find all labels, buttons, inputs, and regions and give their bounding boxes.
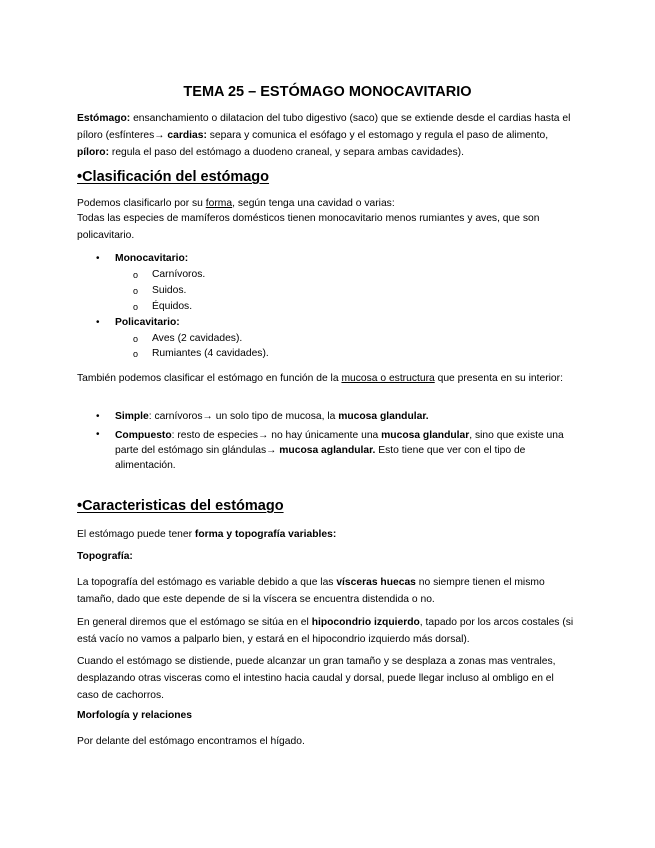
topo-p2-bold: hipocondrio izquierdo xyxy=(311,617,420,628)
bullet-compuesto: • xyxy=(96,429,100,440)
compuesto-text-3: Esto tiene que ver con el tipo de alimentación. xyxy=(115,445,526,471)
bullet-poli: • xyxy=(96,317,100,328)
topo-p2-text-c: , tapado por los arcos costales (si está vacío no vamos a palparlo bien, y estará en el hipocondrio izquierdo más dorsal). xyxy=(77,617,574,645)
page-title: TEMA 25 – ESTÓMAGO MONOCAVITARIO xyxy=(183,84,472,100)
intro-text-1: ensanchamiento o dilatacion del tubo digestivo (saco) que se extiende desde el cardias hasta el píloro (esfínteres→ xyxy=(77,113,571,141)
p1-text-b: , según tenga una cavidad o varias: xyxy=(232,198,395,209)
simple-label: Simple xyxy=(115,411,149,422)
sub-bullet: o xyxy=(133,270,139,280)
compuesto-text-1: : resto de especies→ no hay únicamente una xyxy=(171,430,382,441)
p3-text-b: que presenta en su interior: xyxy=(434,373,563,384)
simple-text: : carnívoros→ un solo tipo de mucosa, la xyxy=(148,411,339,422)
topo-p1-text-c: no siempre tienen el mismo tamaño, dado que este depende de si la víscera se encuentra distendida o no. xyxy=(77,577,545,605)
topografia-paragraph-1 xyxy=(77,574,577,608)
section-heading-caracteristicas: •Caracteristicas del estómago xyxy=(77,498,284,514)
car-p1-text: El estómago puede tener xyxy=(77,529,195,540)
sub-item-suidos: Suidos. xyxy=(152,285,187,296)
sub-bullet: o xyxy=(133,349,139,359)
section-heading-clasificacion: •Clasificación del estómago xyxy=(77,169,270,185)
p3-text-a: También podemos clasificar el estómago en función de la xyxy=(77,373,342,384)
intro-text-3: regula el paso del estómago a duodeno craneal, y separa ambas cavidades). xyxy=(109,147,464,158)
list-item-policavitario: Policavitario: xyxy=(115,317,180,328)
list-item-compuesto xyxy=(115,428,577,473)
term-piloro: píloro: xyxy=(77,147,110,158)
topo-p1-text-a: La topografía del estómago es variable debido a que las xyxy=(77,577,337,588)
caracteristicas-paragraph-1 xyxy=(77,526,577,543)
list-item-simple xyxy=(115,410,575,424)
sub-bullet: o xyxy=(133,334,139,344)
clasificacion-paragraph-2: Todas las especies de mamíferos domésticos tienen monocavitario menos rumiantes y aves, que son policavitario. xyxy=(77,213,540,241)
topografia-paragraph-2 xyxy=(77,614,577,648)
sub-item-aves: Aves (2 cavidades). xyxy=(152,333,243,344)
sub-bullet: o xyxy=(133,286,139,296)
sub-bullet: o xyxy=(133,302,139,312)
compuesto-text-2: , sino que existe una parte del estómago sin glándulas→ xyxy=(115,430,564,456)
sub-item-equidos: Équidos. xyxy=(152,301,193,312)
compuesto-label: Compuesto xyxy=(115,430,172,441)
topo-p2-text-a: En general diremos que el estómago se sitúa en el xyxy=(77,617,312,628)
topo-p1-bold: vísceras huecas xyxy=(336,577,416,588)
p1-underlined: forma xyxy=(205,198,233,209)
car-p1-bold: forma y topografía variables: xyxy=(194,529,337,540)
bullet-mono: • xyxy=(96,253,100,264)
intro-text-2: separa y comunica el esófago y el estomago y regula el paso de alimento, xyxy=(206,130,549,141)
simple-bold: mucosa glandular. xyxy=(338,411,429,422)
bullet-simple: • xyxy=(96,411,100,422)
compuesto-bold-1: mucosa glandular xyxy=(381,430,470,441)
intro-paragraph xyxy=(77,110,577,161)
morfologia-paragraph-1: Por delante del estómago encontramos el hígado. xyxy=(77,736,305,747)
p1-text-a: Podemos clasificarlo por su xyxy=(77,198,206,209)
term-cardias: cardias: xyxy=(167,130,207,141)
clasificacion-paragraph-3 xyxy=(77,370,577,387)
sub-item-rumiantes: Rumiantes (4 cavidades). xyxy=(152,348,269,359)
subheading-topografia: Topografía: xyxy=(77,551,133,562)
compuesto-bold-2: mucosa aglandular. xyxy=(279,445,376,456)
term-estomago: Estómago: xyxy=(77,113,131,124)
list-item-monocavitario: Monocavitario: xyxy=(115,253,189,264)
sub-item-carnivoros: Carnívoros. xyxy=(152,269,206,280)
p3-underlined: mucosa o estructura xyxy=(341,373,435,384)
topografia-paragraph-3: Cuando el estómago se distiende, puede alcanzar un gran tamaño y se desplaza a zonas mas ventrales, desplazando otras visceras como el intestino hacia caudal y dorsal, puede llegar incluso al ombligo en el caso de cachorros. xyxy=(77,656,556,701)
subheading-morfologia: Morfología y relaciones xyxy=(77,710,193,721)
